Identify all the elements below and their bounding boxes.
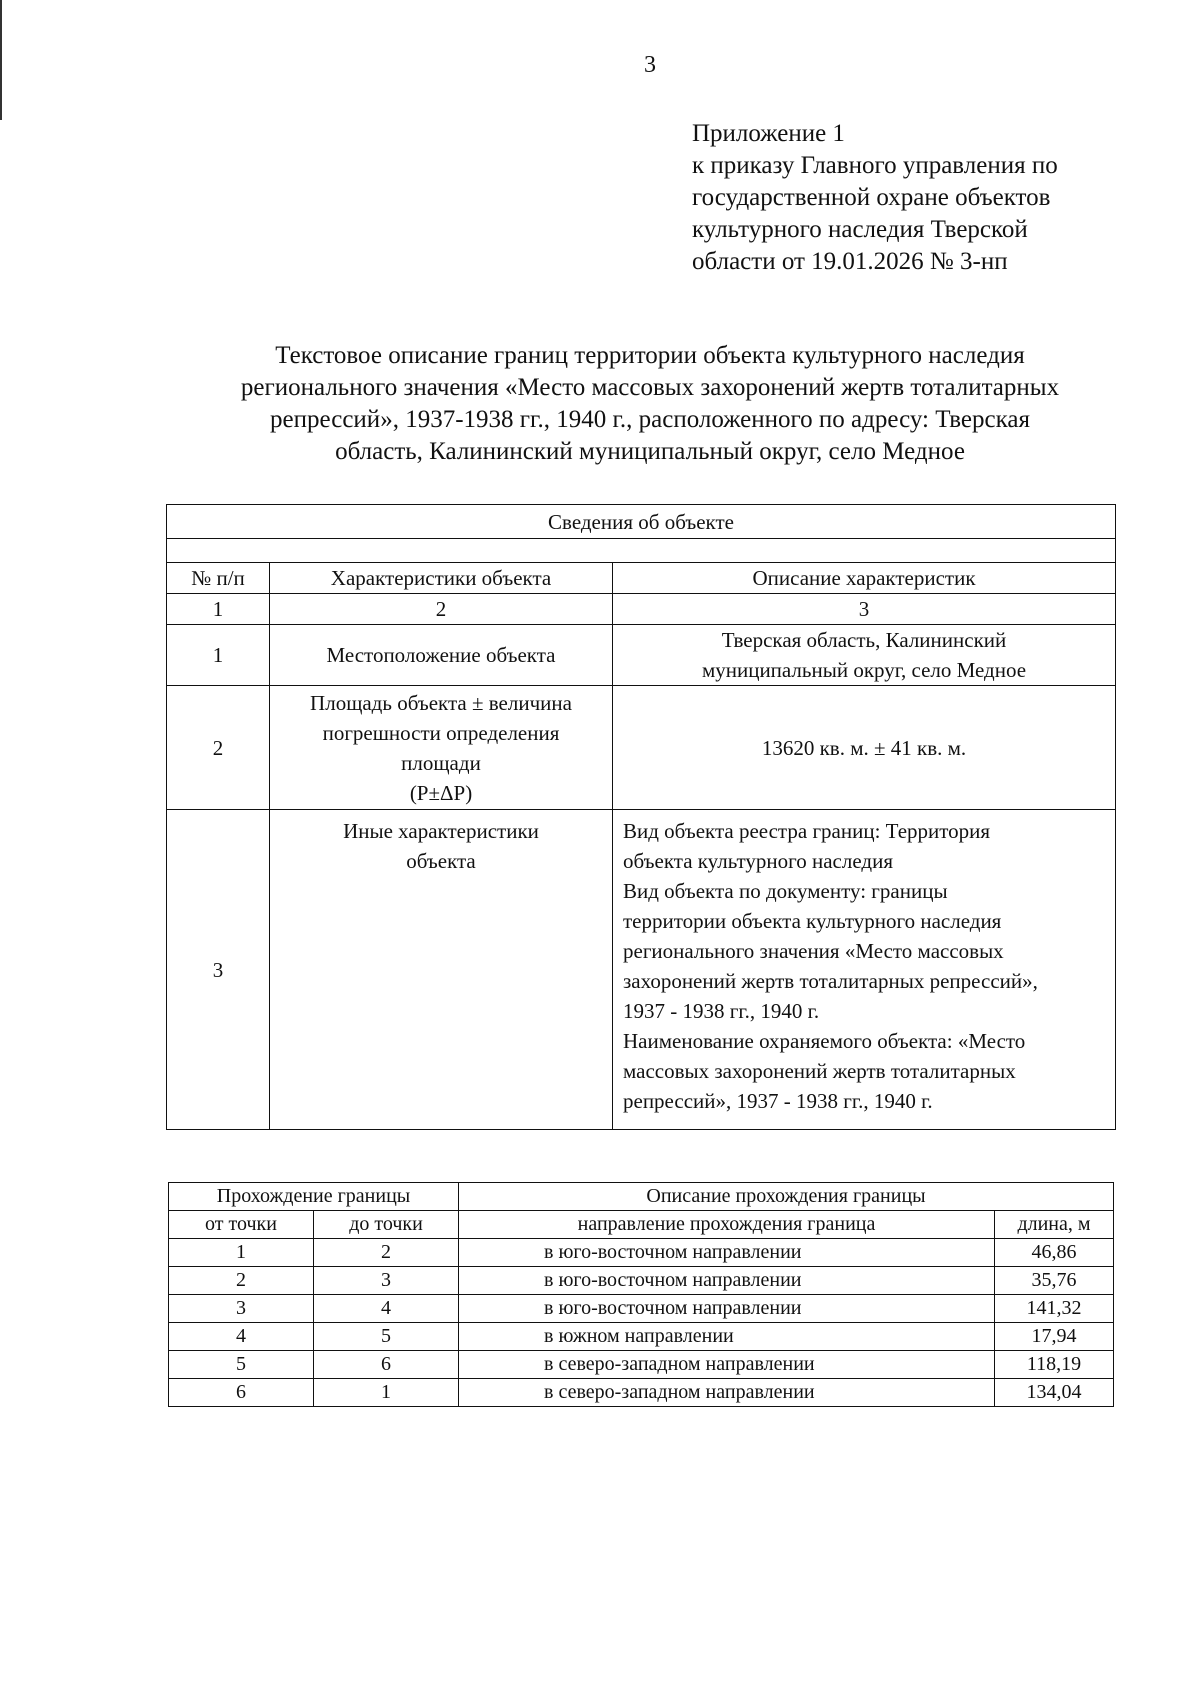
page-number: 3 — [644, 52, 656, 78]
appendix-header — [692, 118, 1120, 278]
header-length: длина, м — [995, 1211, 1114, 1239]
table-row — [167, 810, 1116, 1130]
characteristic-line: Иные характеристики — [343, 819, 539, 843]
row-number: 2 — [167, 686, 270, 810]
cell-direction: в юго-восточном направлении — [459, 1239, 995, 1267]
header-number: № п/п — [167, 563, 270, 594]
document-title — [170, 340, 1130, 468]
title-line: Текстовое описание границ территории объекта культурного наследия — [275, 342, 1025, 369]
description-line: Наименование охраняемого объекта: «Место — [623, 1029, 1026, 1053]
row-description: 13620 кв. м. ± 41 кв. м. — [613, 686, 1116, 810]
header-characteristic: Характеристики объекта — [270, 563, 613, 594]
row-characteristic: Местоположение объекта — [270, 625, 613, 686]
cell-from: 5 — [169, 1351, 314, 1379]
characteristic-line: Площадь объекта ± величина — [310, 690, 572, 715]
table-row — [169, 1239, 1114, 1267]
cell-direction: в северо-западном направлении — [459, 1379, 995, 1407]
cell-from: 4 — [169, 1323, 314, 1351]
column-number: 1 — [167, 594, 270, 625]
description-line: регионального значения «Место массовых — [623, 939, 1004, 963]
cell-length: 17,94 — [995, 1323, 1114, 1351]
header-description: Описание характеристик — [613, 563, 1116, 594]
title-line: репрессий», 1937-1938 гг., 1940 г., расположенного по адресу: Тверская — [270, 406, 1030, 433]
column-number: 2 — [270, 594, 613, 625]
cell-length: 134,04 — [995, 1379, 1114, 1407]
table-caption: Сведения об объекте — [167, 505, 1116, 539]
cell-direction: в северо-западном направлении — [459, 1351, 995, 1379]
cell-to: 1 — [314, 1379, 459, 1407]
table-row — [169, 1295, 1114, 1323]
appendix-line: области от 19.01.2026 № 3-нп — [692, 248, 1008, 275]
header-to-point: до точки — [314, 1211, 459, 1239]
cell-direction: в южном направлении — [459, 1323, 995, 1351]
cell-from: 1 — [169, 1239, 314, 1267]
cell-to: 5 — [314, 1323, 459, 1351]
cell-length: 46,86 — [995, 1239, 1114, 1267]
description-line: территории объекта культурного наследия — [623, 909, 1002, 933]
characteristic-line: (P±ΔP) — [409, 780, 473, 805]
description-line: Вид объекта по документу: границы — [623, 879, 948, 903]
cell-from: 3 — [169, 1295, 314, 1323]
appendix-line: государственной охране объектов — [692, 184, 1051, 211]
cell-from: 6 — [169, 1379, 314, 1407]
row-number: 3 — [167, 810, 270, 1130]
description-line: Тверская область, Калининский — [721, 628, 1007, 652]
description-line: массовых захоронений жертв тоталитарных — [623, 1059, 1016, 1083]
header-from-point: от точки — [169, 1211, 314, 1239]
description-line: 1937 - 1938 гг., 1940 г. — [623, 999, 820, 1023]
table-row — [169, 1267, 1114, 1295]
table-row — [169, 1351, 1114, 1379]
cell-length: 118,19 — [995, 1351, 1114, 1379]
appendix-line: к приказу Главного управления по — [692, 152, 1058, 179]
cell-from: 2 — [169, 1267, 314, 1295]
description-line: захоронений жертв тоталитарных репрессий», — [623, 969, 1038, 993]
description-line: репрессий», 1937 - 1938 гг., 1940 г. — [623, 1089, 933, 1113]
cell-length: 141,32 — [995, 1295, 1114, 1323]
cell-direction: в юго-восточном направлении — [459, 1267, 995, 1295]
group-header-boundary: Прохождение границы — [169, 1183, 459, 1211]
appendix-line: культурного наследия Тверской — [692, 216, 1028, 243]
empty-row — [167, 539, 1116, 563]
description-line: Вид объекта реестра границ: Территория — [623, 819, 991, 843]
object-info-table — [166, 504, 1116, 1130]
description-line: муниципальный округ, село Медное — [701, 658, 1027, 682]
cell-to: 6 — [314, 1351, 459, 1379]
title-line: регионального значения «Место массовых захоронений жертв тоталитарных — [240, 374, 1060, 401]
table-row — [167, 625, 1116, 686]
column-number: 3 — [613, 594, 1116, 625]
header-direction: направление прохождения граница — [459, 1211, 995, 1239]
row-description — [613, 810, 1116, 1130]
table-row — [169, 1379, 1114, 1407]
table-row — [169, 1323, 1114, 1351]
cell-to: 4 — [314, 1295, 459, 1323]
group-header-description: Описание прохождения границы — [459, 1183, 1114, 1211]
boundary-table — [168, 1182, 1114, 1407]
row-characteristic — [270, 810, 613, 1130]
appendix-line: Приложение 1 — [692, 120, 845, 147]
cell-to: 2 — [314, 1239, 459, 1267]
cell-length: 35,76 — [995, 1267, 1114, 1295]
title-line: область, Калининский муниципальный округ, село Медное — [335, 438, 965, 465]
row-number: 1 — [167, 625, 270, 686]
row-characteristic — [270, 686, 613, 810]
description-line: объекта культурного наследия — [623, 849, 893, 873]
row-description — [613, 625, 1116, 686]
characteristic-line: объекта — [406, 849, 476, 873]
characteristic-line: площади — [401, 750, 481, 775]
cell-to: 3 — [314, 1267, 459, 1295]
table-row — [167, 686, 1116, 810]
characteristic-line: погрешности определения — [322, 720, 560, 745]
cell-direction: в юго-восточном направлении — [459, 1295, 995, 1323]
